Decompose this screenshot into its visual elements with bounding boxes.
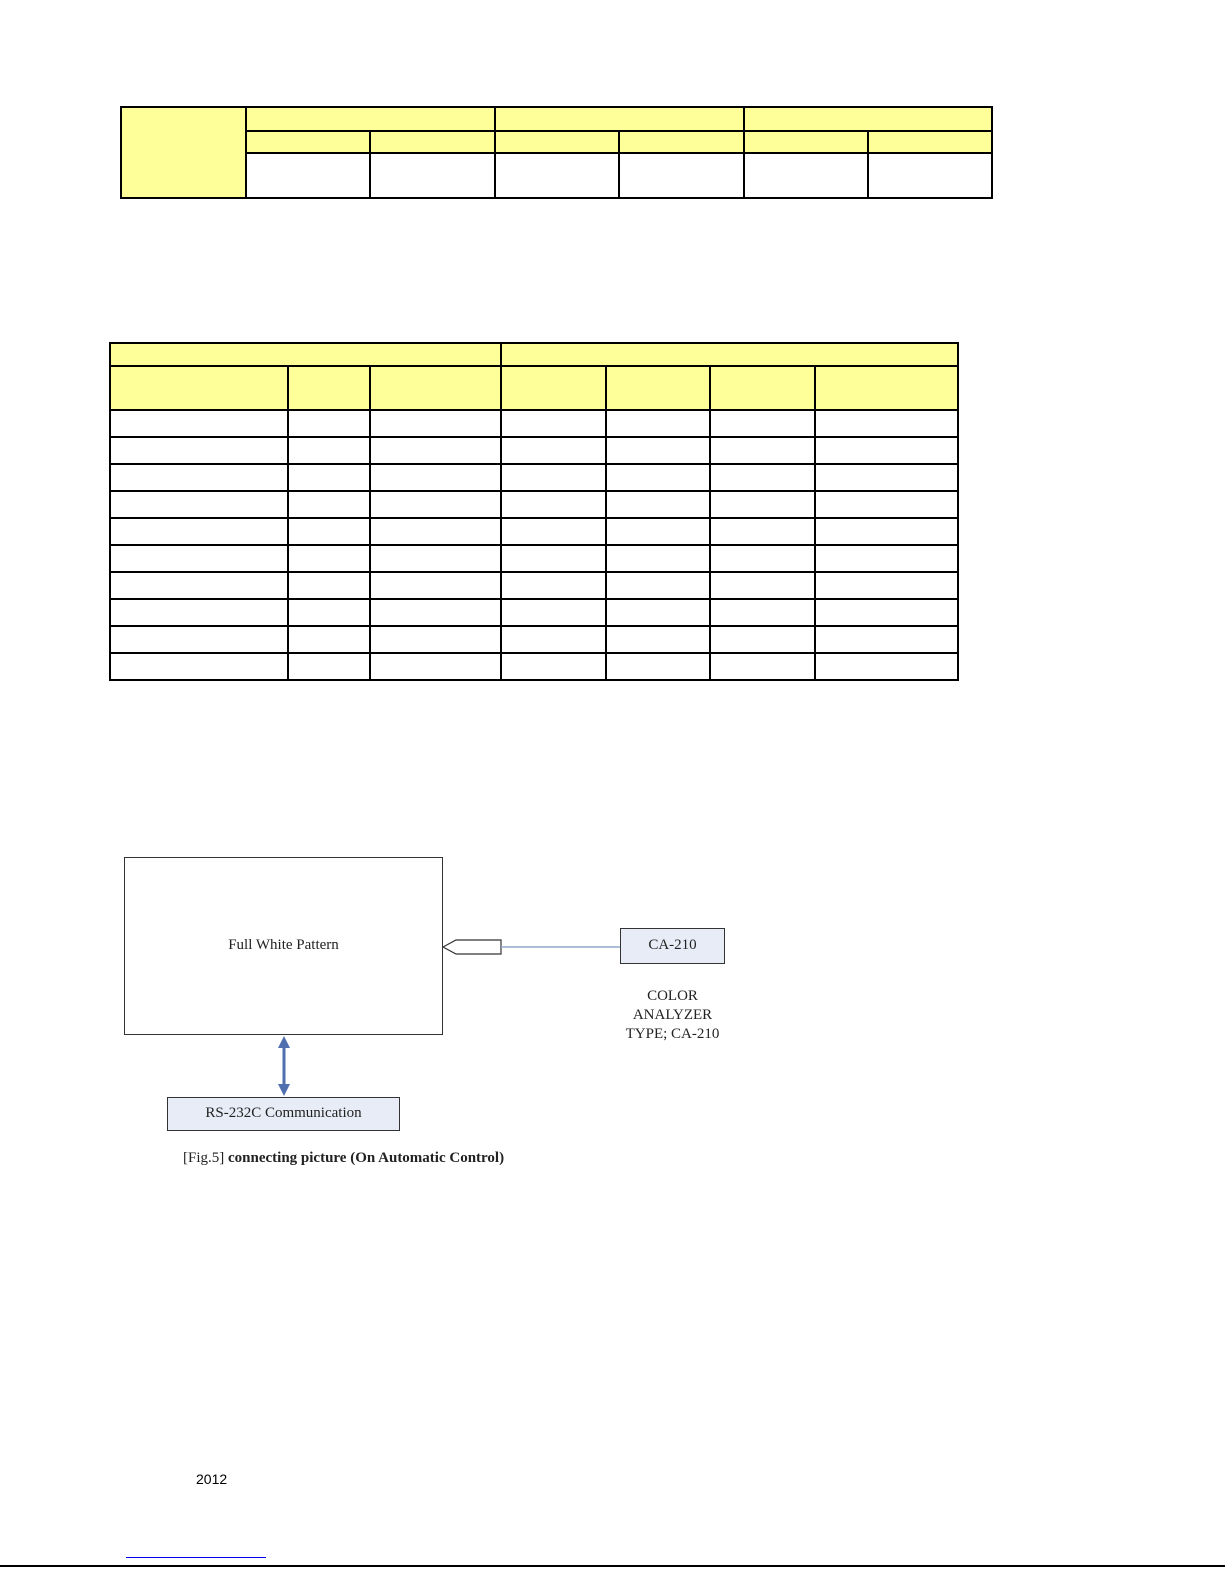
caption-prefix: [Fig.5]	[183, 1150, 225, 1166]
analyzer-description	[600, 987, 745, 1044]
footer-divider	[0, 1565, 1225, 1567]
analyzer-line: COLOR	[647, 988, 698, 1004]
color-analyzer-box: CA-210	[620, 928, 725, 964]
rs232c-box: RS-232C Communication	[167, 1097, 400, 1131]
footer-year: 2012	[196, 1471, 228, 1487]
figure-caption	[183, 1150, 504, 1167]
arrow-up-icon	[278, 1036, 290, 1048]
footer-link[interactable]	[126, 1557, 266, 1558]
pattern-label: Full White Pattern	[228, 937, 339, 953]
probe-icon	[443, 940, 501, 954]
analyzer-line: TYPE; CA-210	[625, 1026, 720, 1042]
arrow-down-icon	[278, 1084, 290, 1096]
caption-title: connecting picture (On Automatic Control)	[228, 1150, 505, 1166]
analyzer-line: ANALYZER	[632, 1007, 713, 1023]
